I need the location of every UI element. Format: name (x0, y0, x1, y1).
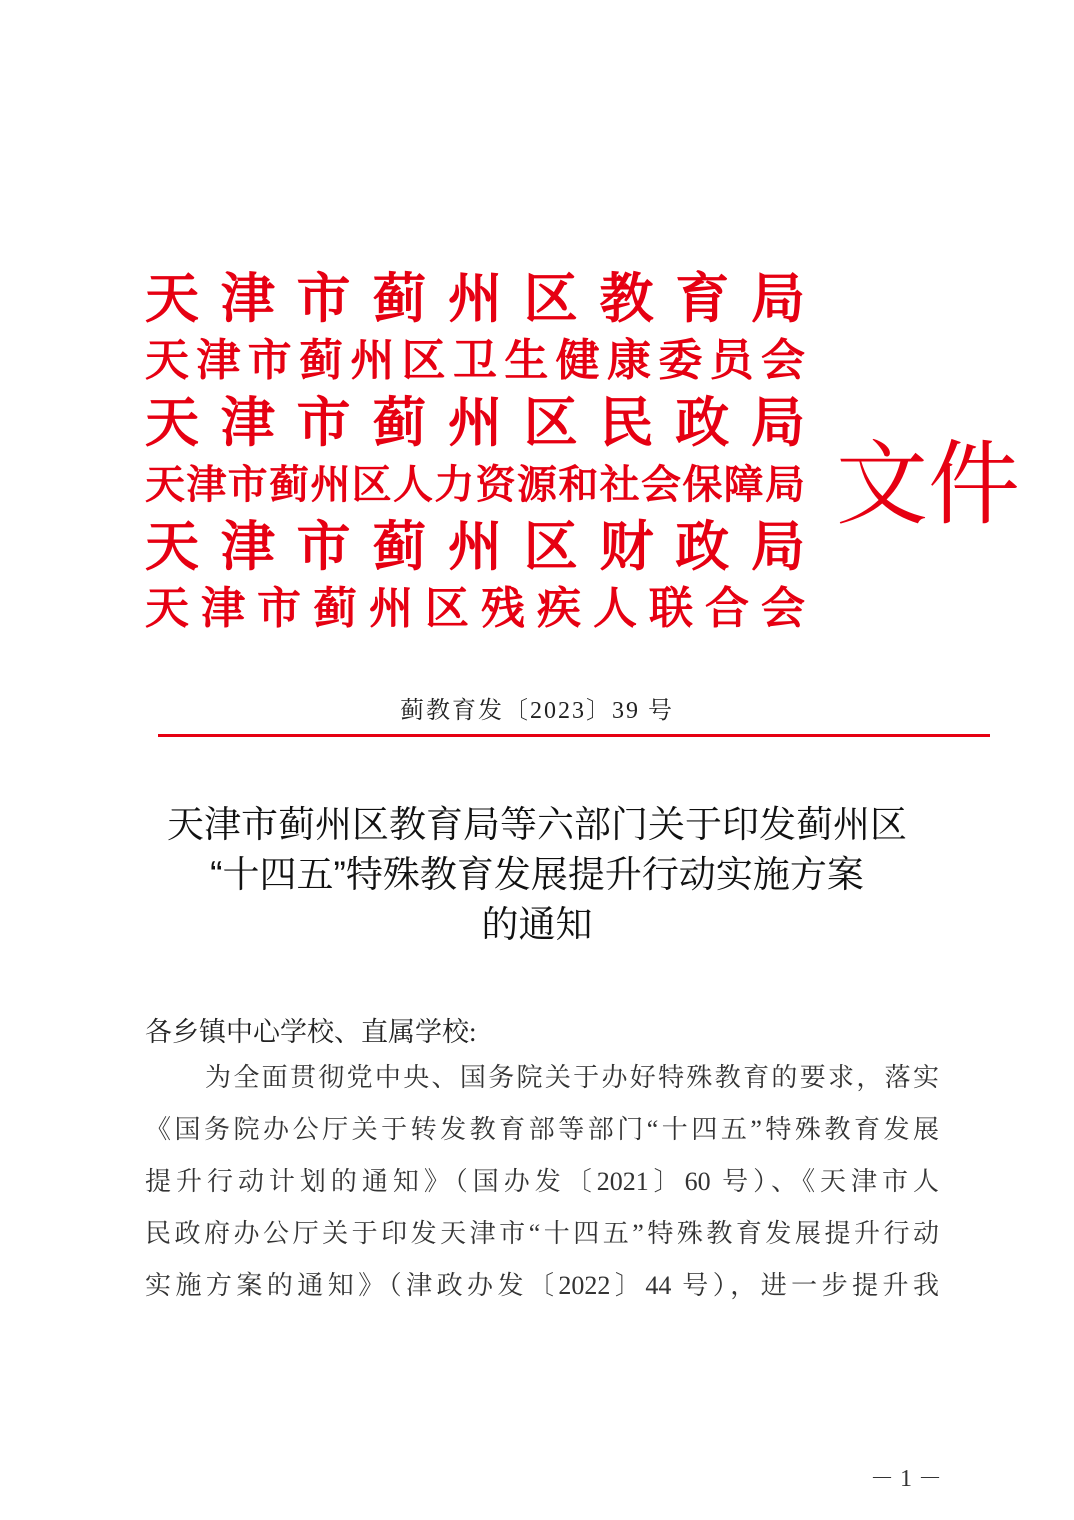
title-line-2: “十四五”特殊教育发展提升行动实施方案 (210, 854, 864, 895)
body-line: 民政府办公厅关于印发天津市“十四五”特殊教育发展提升行动 (145, 1219, 939, 1248)
issuer-disabled-persons-federation: 天津市蓟州区残疾人联合会 (145, 584, 805, 633)
body-line: 《国务院办公厅关于转发教育部等部门“十四五”特殊教育发展 (145, 1115, 939, 1144)
issuer-education-bureau: 天津市蓟州区教育局 (145, 269, 805, 329)
title-line-3: 的通知 (481, 904, 593, 945)
document-number: 蓟教育发〔2023〕39 号 (400, 698, 674, 724)
issuer-civil-affairs-bureau: 天津市蓟州区民政局 (145, 393, 805, 453)
title-line-1: 天津市蓟州区教育局等六部门关于印发蓟州区 (167, 804, 907, 845)
issuer-health-commission: 天津市蓟州区卫生健康委员会 (145, 336, 805, 385)
page-number: － 1 － (870, 1466, 942, 1492)
body-line: 提升行动计划的通知》（国办发〔2021〕60 号）、《天津市人 (145, 1167, 939, 1196)
document-label: 文件 (836, 434, 1021, 536)
issuer-block (145, 268, 805, 640)
issuer-finance-bureau: 天津市蓟州区财政局 (145, 517, 805, 577)
salutation: 各乡镇中心学校、直属学校: (145, 1017, 477, 1047)
body-line: 为全面贯彻党中央、国务院关于办好特殊教育的要求，落实 (205, 1063, 939, 1092)
body-line: 实施方案的通知》（津政办发〔2022〕44 号），进一步提升我 (145, 1271, 939, 1300)
red-divider (158, 734, 990, 737)
issuer-human-resources-bureau: 天津市蓟州区人力资源和社会保障局 (145, 462, 805, 507)
